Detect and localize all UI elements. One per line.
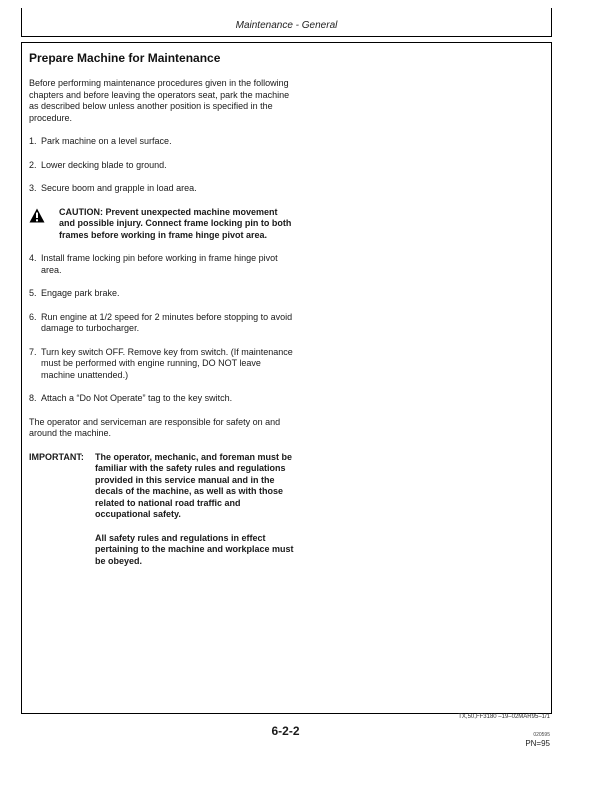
section-title: Prepare Machine for Maintenance xyxy=(29,51,221,65)
header-rule xyxy=(21,36,552,37)
running-head: Maintenance - General xyxy=(235,20,338,31)
step-number: 1. xyxy=(29,136,37,146)
document-reference: TX,50,FF3180 –19–02MAR95–1/1 xyxy=(458,714,550,720)
list-item xyxy=(29,288,294,300)
list-item xyxy=(29,136,294,148)
step-number: 3. xyxy=(29,183,37,193)
important-block xyxy=(29,452,294,580)
list-item xyxy=(29,253,294,276)
step-number: 2. xyxy=(29,159,37,170)
step-number: 8. xyxy=(29,393,37,403)
list-item xyxy=(29,160,294,172)
step-number: 6. xyxy=(29,311,37,322)
intro-paragraph: Before performing maintenance procedures given in the following chapters and before leaving the operators seat, park the machine as described below unless another position is specified in the procedure. xyxy=(29,78,290,123)
warning-triangle-icon xyxy=(29,207,59,242)
step-number: 7. xyxy=(29,346,37,357)
list-item xyxy=(29,393,294,405)
section-content xyxy=(29,48,294,579)
important-body xyxy=(95,452,294,580)
step-text: Run engine at 1/2 speed for 2 minutes before stopping to avoid damage to turbocharger. xyxy=(41,311,293,333)
list-item xyxy=(29,183,294,195)
list-item xyxy=(29,312,294,335)
caution-text: CAUTION: Prevent unexpected machine movement and possible injury. Connect frame locking pin to both frames before working in frame hinge pivot area. xyxy=(59,206,292,240)
step-text: Turn key switch OFF. Remove key from switch. (If maintenance must be performed with engine running, DO NOT leave machine unattended.) xyxy=(41,346,293,380)
step-number: 5. xyxy=(29,288,37,298)
list-item xyxy=(29,347,294,382)
step-text: Secure boom and grapple in load area. xyxy=(41,183,197,193)
caution-block xyxy=(29,207,294,242)
important-label: IMPORTANT: xyxy=(29,451,84,462)
step-text: Engage park brake. xyxy=(41,288,120,298)
step-text: Install frame locking pin before working in frame hinge pivot area. xyxy=(41,253,278,275)
page-number: 6-2-2 xyxy=(271,724,300,738)
step-number: 4. xyxy=(29,253,37,263)
important-paragraph: All safety rules and regulations in effect pertaining to the machine and workplace must be obeyed. xyxy=(95,532,294,566)
responsibility-paragraph: The operator and serviceman are responsible for safety on and around the machine. xyxy=(29,416,281,438)
important-paragraph: The operator, mechanic, and foreman must be familiar with the safety rules and regulations provided in this service manual and in the decals of the machine, as well as with those related to national road traffic and occupational safety. xyxy=(95,451,293,519)
step-text: Attach a “Do Not Operate” tag to the key switch. xyxy=(41,393,233,403)
step-text: Park machine on a level surface. xyxy=(41,136,172,146)
step-text: Lower decking blade to ground. xyxy=(41,159,167,170)
pn-label: PN=95 xyxy=(525,739,550,748)
image-id: 020595 xyxy=(533,732,550,738)
